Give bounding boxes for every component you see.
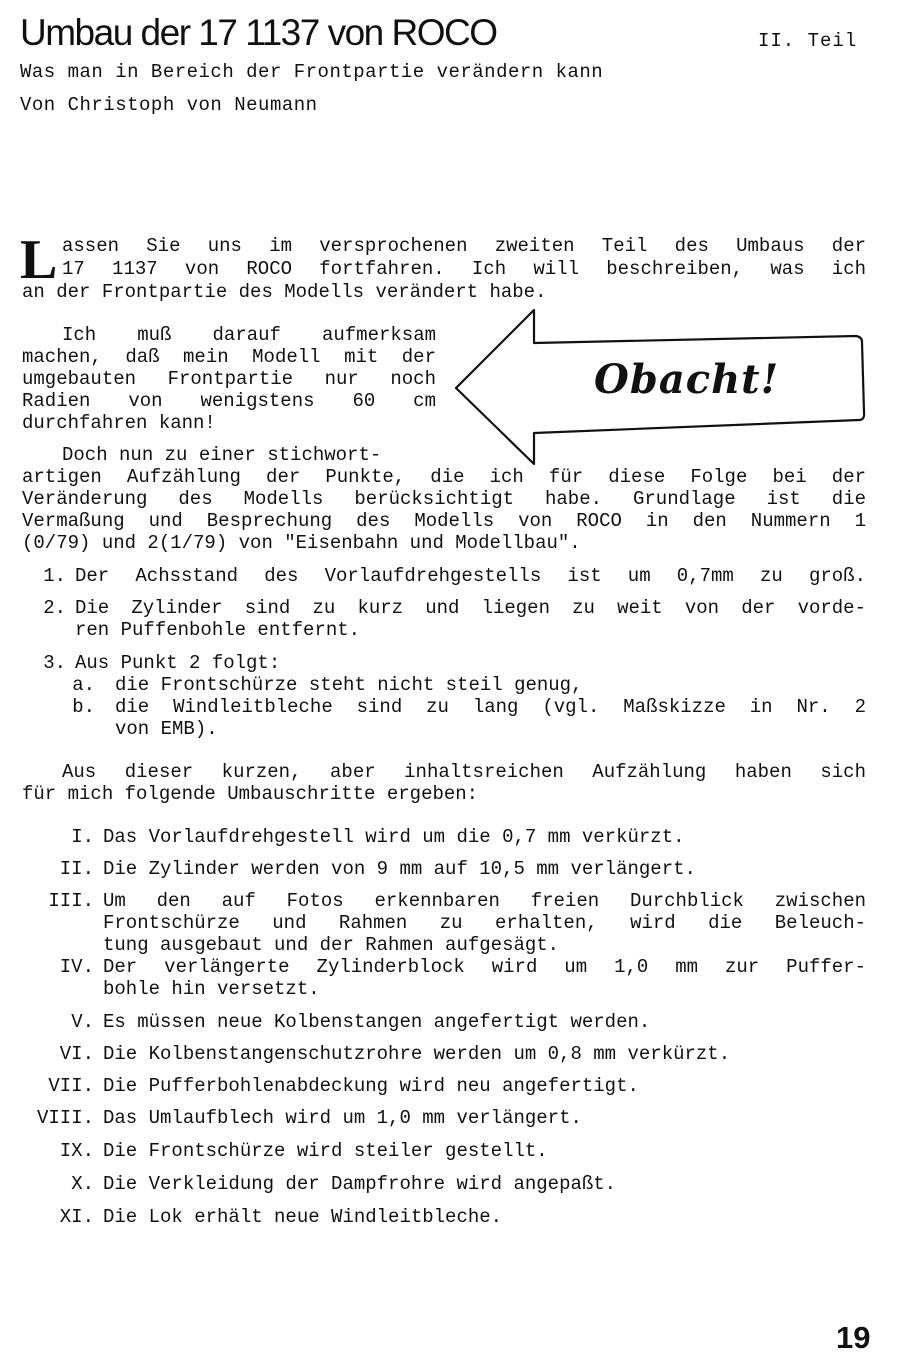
- step-text: Die Zylinder werden von 9 mm auf 10,5 mm verlängert.: [103, 858, 696, 880]
- drop-cap: L: [20, 229, 58, 291]
- body-line-1: Doch nun zu einer stichwort-: [62, 444, 382, 466]
- point-text: Die Zylinder sind zu kurz und liegen zu weit von der vorde-: [75, 597, 866, 619]
- subpoint-text: die Frontschürze steht nicht steil genug,: [115, 674, 583, 696]
- step-text: tung ausgebaut und der Rahmen aufgesägt.: [103, 934, 560, 956]
- step-numeral: VII.: [48, 1075, 94, 1097]
- subpoint-text: die Windleitbleche sind zu lang (vgl. Maßskizze in Nr. 2: [115, 696, 866, 718]
- point-text: Der Achsstand des Vorlaufdrehgestells ist um 0,7mm zu groß.: [75, 565, 866, 587]
- obacht-callout: Obacht!: [594, 356, 780, 403]
- step-numeral: VIII.: [36, 1107, 94, 1129]
- step-text: Die Lok erhält neue Windleitbleche.: [103, 1206, 503, 1228]
- summary-line-2: für mich folgende Umbauschritte ergeben:: [22, 783, 479, 805]
- intro-line-1: assen Sie uns im versprochenen zweiten Teil des Umbaus der: [62, 235, 866, 257]
- step-numeral: IX.: [59, 1140, 94, 1162]
- point-number: 2.: [43, 597, 66, 619]
- step-text: bohle hin versetzt.: [103, 978, 320, 1000]
- step-text: Frontschürze und Rahmen zu erhalten, wird die Beleuch-: [103, 912, 866, 934]
- point-text: ren Puffenbohle entfernt.: [75, 619, 361, 641]
- step-text: Es müssen neue Kolbenstangen angefertigt werden.: [103, 1011, 651, 1033]
- step-numeral: VI.: [59, 1043, 94, 1065]
- step-numeral: X.: [71, 1173, 94, 1195]
- step-numeral: IV.: [59, 956, 94, 978]
- intro-line-2: 17 1137 von ROCO fortfahren. Ich will beschreiben, was ich: [62, 258, 866, 280]
- step-numeral: II.: [59, 858, 94, 880]
- warning-line-3: umgebauten Frontpartie nur noch: [22, 368, 436, 390]
- step-numeral: V.: [71, 1011, 94, 1033]
- body-line-2: artigen Aufzählung der Punkte, die ich für diese Folge bei der: [22, 466, 866, 488]
- step-text: Die Pufferbohlenabdeckung wird neu angefertigt.: [103, 1075, 639, 1097]
- subpoint-text: von EMB).: [115, 718, 218, 740]
- body-line-3: Veränderung des Modells berücksichtigt habe. Grundlage ist die: [22, 488, 866, 510]
- point-text: Aus Punkt 2 folgt:: [75, 652, 281, 674]
- article-title: Umbau der 17 1137 von ROCO: [20, 12, 497, 53]
- step-text: Die Kolbenstangenschutzrohre werden um 0,8 mm verkürzt.: [103, 1043, 731, 1065]
- step-text: Die Frontschürze wird steiler gestellt.: [103, 1140, 548, 1162]
- step-numeral: III.: [48, 890, 94, 912]
- subpoint-letter: b.: [72, 696, 95, 718]
- part-label: II. Teil: [758, 30, 858, 52]
- article-subtitle: Was man in Bereich der Frontpartie verändern kann: [20, 61, 604, 83]
- body-line-4: Vermaßung und Besprechung des Modells von ROCO in den Nummern 1: [22, 510, 866, 532]
- body-line-5: (0/79) und 2(1/79) von "Eisenbahn und Modellbau".: [22, 532, 581, 554]
- warning-line-4: Radien von wenigstens 60 cm: [22, 390, 436, 412]
- subpoint-letter: a.: [72, 674, 95, 696]
- warning-line-5: durchfahren kann!: [22, 412, 216, 434]
- point-number: 3.: [43, 652, 66, 674]
- step-text: Das Umlaufblech wird um 1,0 mm verlängert.: [103, 1107, 582, 1129]
- warning-line-1: Ich muß darauf aufmerksam: [62, 324, 436, 346]
- author-line: Von Christoph von Neumann: [20, 94, 318, 116]
- step-text: Die Verkleidung der Dampfrohre wird angepaßt.: [103, 1173, 617, 1195]
- step-numeral: I.: [71, 826, 94, 848]
- warning-line-2: machen, daß mein Modell mit der: [22, 346, 436, 368]
- point-number: 1.: [43, 565, 66, 587]
- summary-line-1: Aus dieser kurzen, aber inhaltsreichen Aufzählung haben sich: [62, 761, 866, 783]
- step-text: Um den auf Fotos erkennbaren freien Durchblick zwischen: [103, 890, 866, 912]
- intro-line-3: an der Frontpartie des Modells verändert habe.: [22, 281, 547, 303]
- step-text: Der verlängerte Zylinderblock wird um 1,0 mm zur Puffer-: [103, 956, 866, 978]
- page-number: 19: [836, 1320, 871, 1355]
- step-text: Das Vorlaufdrehgestell wird um die 0,7 mm verkürzt.: [103, 826, 685, 848]
- step-numeral: XI.: [59, 1206, 94, 1228]
